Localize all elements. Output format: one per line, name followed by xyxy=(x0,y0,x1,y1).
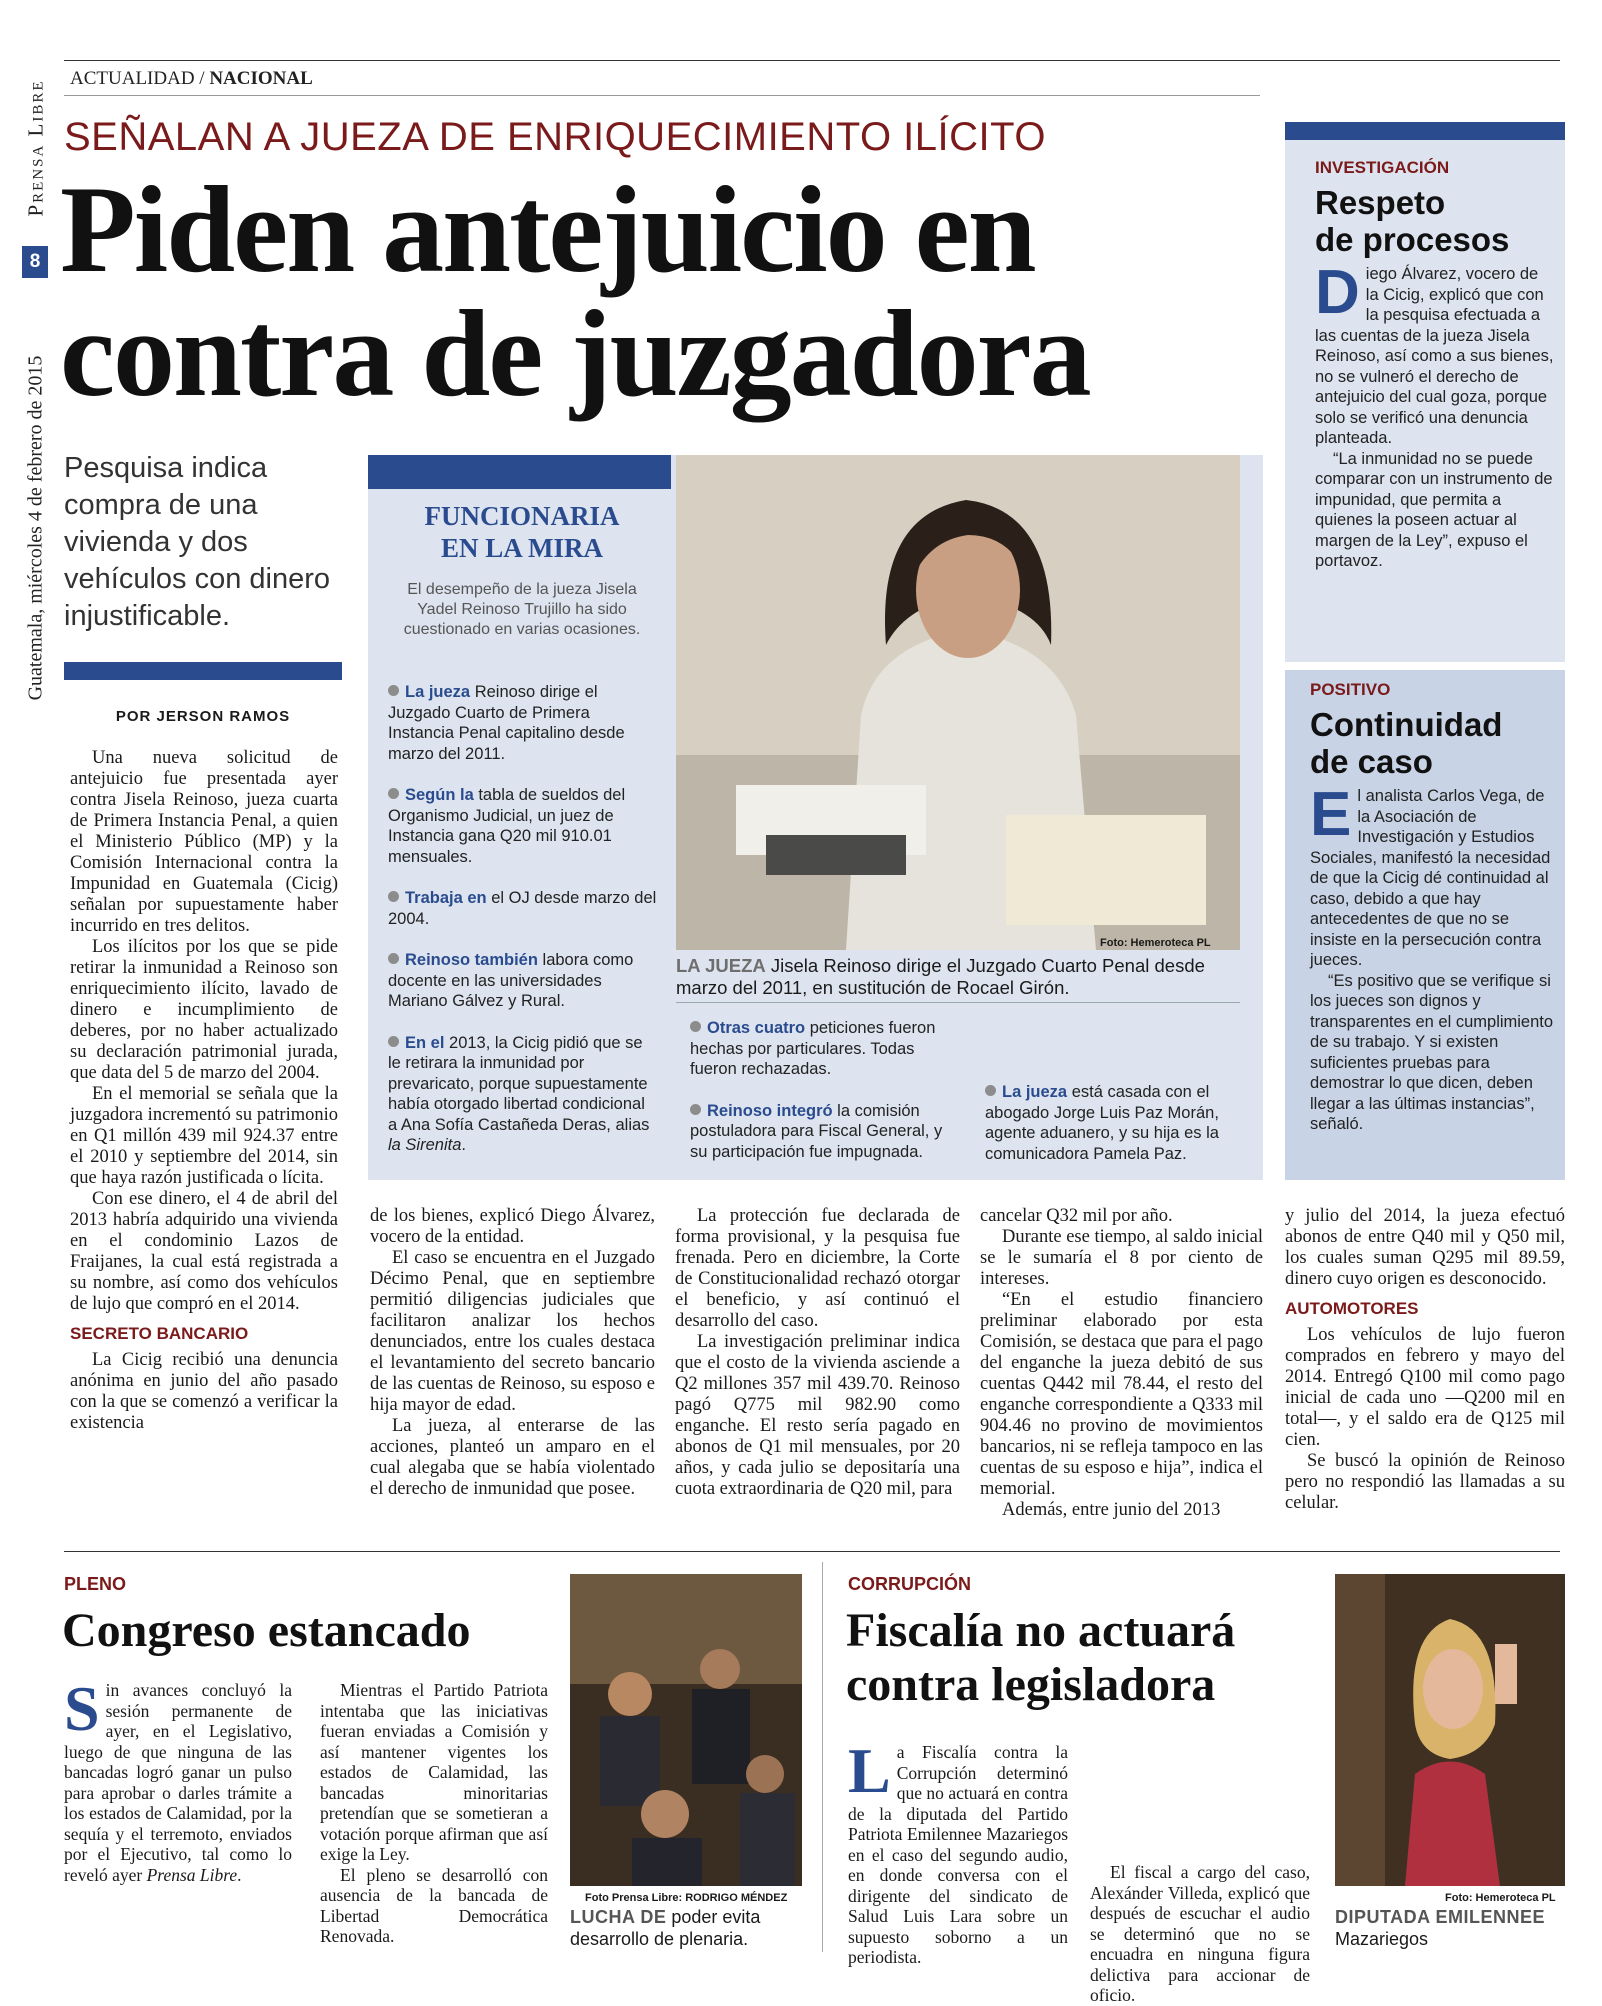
paragraph: cancelar Q32 mil por año. xyxy=(980,1206,1173,1226)
bullet-icon xyxy=(690,1104,701,1115)
photo-credit: Foto Prensa Libre: RODRIGO MÉNDEZ xyxy=(585,1892,788,1904)
bullet-text: Reinoso dirige el Juzgado Cuarto de Primera Instancia Penal capitalino desde marzo del 2011. xyxy=(388,683,625,763)
congress-photo xyxy=(570,1574,802,1886)
bullet-text: tabla de sueldos del Organismo Judicial, un juez de Instancia gana Q20 mil 910.01 mensuales. xyxy=(388,786,626,866)
paragraph: En el memorial se señala que la juzgadora incrementó su patrimonio en Q1 millón 439 mil 924.37 entre el 2010 y septiembre del 2014, sin que haya razón justificada o lícita. xyxy=(70,1084,338,1188)
bullet-icon xyxy=(388,891,399,902)
article-column-4 xyxy=(980,1206,1263,1521)
column-divider xyxy=(822,1562,823,1952)
bullet-text: peticiones fueron hechas por particulares. Todas fueron rechazadas. xyxy=(690,1019,936,1078)
title-line-2: de caso xyxy=(1310,743,1433,780)
bullet-text: labora como docente en las universidades Mariano Gálvez y Rural. xyxy=(388,951,634,1010)
drop-cap: D xyxy=(1315,258,1360,327)
article-deck: Pesquisa indica compra de una vivienda y dos vehículos con dinero injustificable. xyxy=(64,452,330,632)
judge-photo-illustration xyxy=(676,455,1240,950)
investigacion-body xyxy=(1315,258,1555,572)
judge-photo xyxy=(676,455,1240,950)
corrupcion-column-2 xyxy=(1090,1862,1310,2006)
drop-cap: E xyxy=(1310,780,1352,849)
paragraph: Los ilícitos por los que se pide retirar la inmunidad a Reinoso son enriquecimiento ilícito, lavado de dinero e incumplimiento de deberes, por no haber actualizado su declaración patrimonial jurada, que data del 5 de marzo del 2004. xyxy=(70,937,338,1083)
investigacion-title xyxy=(1315,184,1555,258)
photo-caption xyxy=(570,1906,810,1950)
sidebar-title-line-1: FUNCIONARIA xyxy=(424,501,620,531)
photo-caption xyxy=(1335,1906,1565,1950)
list-item xyxy=(985,1082,1240,1164)
investigacion-content xyxy=(1315,158,1555,572)
paragraph: Los vehículos de lujo fueron comprados en febrero y mayo del 2014. Entregó Q100 mil como pago inicial de cada uno —Q200 mil en total—, y el saldo era de Q125 mil cien. xyxy=(1285,1325,1565,1450)
list-item xyxy=(388,1033,658,1156)
positivo-title xyxy=(1310,706,1555,780)
bullet-text: está casada con el abogado Jorge Luis Paz Morán, agente aduanero, y su hija es la comunicadora Pamela Paz. xyxy=(985,1083,1219,1163)
list-item xyxy=(388,785,658,867)
title-line-2: contra legisladora xyxy=(846,1658,1216,1711)
deck-bar xyxy=(64,662,342,680)
paragraph: y julio del 2014, la jueza efectuó abonos de entre Q40 mil y Q50 mil, los cuales suman Q295 mil 89.59, dinero cuyo origen es desconocido. xyxy=(1285,1206,1565,1289)
paragraph: Con ese dinero, el 4 de abril del 2013 habría adquirido una vivienda en el condominio Lazos de Fraijanes, la cual está registrada a su nombre, así como dos vehículos de lujo que compró en el 2014. xyxy=(70,1189,338,1314)
bullet-italic: la Sirenita xyxy=(388,1136,462,1154)
pleno-column-2 xyxy=(320,1680,548,1947)
paragraph: El fiscal a cargo del caso, Alexánder Villeda, explicó que después de escuchar el audio se determinó que no se encuadra en ninguna figura delictiva para accionar de oficio. xyxy=(1090,1862,1310,2005)
publication-name: Prensa Libre xyxy=(23,78,48,217)
paragraph: El caso se encuentra en el Juzgado Décimo Penal, que en septiembre permitió diligencias judiciales que facilitaron analizar los hechos denunciados, entre los cuales destaca el levantamiento del secreto bancario de las cuentas de Reinoso, su esposo e hija mayor de edad. xyxy=(370,1248,655,1415)
paragraph: “Es positivo que se verifique si los jueces son dignos y transparentes en el cumplimiento de su trabajo. Y si existen suficientes pruebas para demostrar lo que dicen, deben llegar a las últimas instancias”, señaló. xyxy=(1310,971,1554,1133)
drop-cap: S xyxy=(64,1673,100,1744)
section-label: ACTUALIDAD / NACIONAL xyxy=(70,68,313,89)
pleno-title: Congreso estancado xyxy=(62,1604,471,1657)
caption-rule xyxy=(676,1002,1240,1003)
caption-lead: DIPUTADA EMILENNEE xyxy=(1335,1907,1546,1927)
photo-credit: Foto: Hemeroteca PL xyxy=(1445,1892,1556,1904)
pleno-column-1 xyxy=(64,1673,292,1885)
paragraph: “La inmunidad no se puede comparar con un instrumento de impunidad, que permita a quienes la poseen actuar al margen de la Ley”, expuso el portavoz. xyxy=(1315,449,1553,570)
byline: POR JERSON RAMOS xyxy=(115,708,291,725)
paragraph-tail: . xyxy=(237,1864,242,1885)
photo-credit: Foto: Hemeroteca PL xyxy=(1100,937,1211,949)
bullet-icon xyxy=(388,788,399,799)
paragraph: El pleno se desarrolló con ausencia de la bancada de Libertad Democrática Renovada. xyxy=(320,1864,548,1946)
sidebar-bullets-right xyxy=(985,1082,1240,1164)
subhead-secreto-bancario: SECRETO BANCARIO xyxy=(70,1324,249,1343)
list-item xyxy=(388,950,658,1012)
sidebar-investigacion-bar xyxy=(1285,122,1565,140)
corrupcion-column-1 xyxy=(848,1735,1068,1968)
corrupcion-kicker: CORRUPCIÓN xyxy=(848,1574,972,1594)
legislator-photo-illustration xyxy=(1335,1574,1565,1886)
list-item xyxy=(388,888,658,929)
caption-text: Jisela Reinoso dirige el Juzgado Cuarto Penal desde marzo del 2011, en sustitución de Rocael Girón. xyxy=(676,955,1205,998)
caption-lead: LUCHA DE xyxy=(570,1907,667,1927)
sidebar-bullets-middle xyxy=(690,1018,955,1162)
caption-lead: LA JUEZA xyxy=(676,955,766,976)
headline-line-2: contra de juzgadora xyxy=(60,285,1090,422)
list-item xyxy=(388,682,658,764)
bullet-lead: Reinoso también xyxy=(405,951,538,969)
legislator-photo xyxy=(1335,1574,1565,1886)
investigacion-kicker: INVESTIGACIÓN xyxy=(1315,158,1450,177)
caption-text: poder evita desarrollo de plenaria. xyxy=(570,1907,761,1949)
bullet-lead: La jueza xyxy=(1002,1083,1068,1101)
bullet-lead: Trabaja en xyxy=(405,889,487,907)
bullet-lead: La jueza xyxy=(405,683,471,701)
section-rule-lower xyxy=(64,95,1260,96)
paragraph-italic: Prensa Libre xyxy=(146,1864,238,1885)
bottom-rule xyxy=(64,1551,1560,1552)
paragraph: Se buscó la opinión de Reinoso pero no respondió las llamadas a su celular. xyxy=(1285,1451,1565,1513)
title-line-1: Respeto xyxy=(1315,184,1446,221)
bullet-lead: Según la xyxy=(405,786,474,804)
caption-text: Mazariegos xyxy=(1335,1929,1429,1949)
list-item xyxy=(690,1018,955,1080)
list-item xyxy=(690,1101,955,1163)
paragraph: Además, entre junio del 2013 xyxy=(1002,1500,1221,1520)
paragraph: La protección fue declarada de forma provisional, y la pesquisa fue frenada. Pero en diciembre, la Corte de Constitucionalidad rechazó otorgar el beneficio, y así continuó el desarrollo del caso. xyxy=(675,1206,960,1331)
paragraph: Durante ese tiempo, al saldo inicial se le sumaría el 8 por ciento de intereses. xyxy=(980,1227,1263,1289)
paragraph: La Cicig recibió una denuncia anónima en junio del año pasado con la que se comenzó a verificar la existencia xyxy=(70,1350,338,1433)
title-line-2: de procesos xyxy=(1315,221,1510,258)
sidebar-description: El desempeño de la jueza Jisela Yadel Reinoso Trujillo ha sido cuestionado en varias ocasiones. xyxy=(403,581,641,638)
article-column-2 xyxy=(370,1206,655,1500)
pleno-kicker: PLENO xyxy=(64,1574,127,1594)
drop-cap: L xyxy=(848,1735,891,1806)
paragraph: in avances concluyó la sesión permanente de ayer, en el Legislativo, luego de que ninguna de las bancadas logró ganar un pulso para aprobar o darles trámite a los estados de Calamidad, por la sequía y el terremoto, enviados por el Ejecutivo, tal como lo reveló ayer xyxy=(64,1680,292,1885)
bullet-icon xyxy=(388,685,399,696)
paragraph: Una nueva solicitud de antejuicio fue presentada ayer contra Jisela Reinoso, jueza cuarta de Primera Instancia Penal, a quien el Ministerio Público (MP) y la Comisión Internacional contra la Impunidad en Guatemala (Cicig) señalan por supuestamente haber incurrido en tres delitos. xyxy=(70,748,338,936)
bullet-text: 2013, la Cicig pidió que se le retirara la inmunidad por prevaricato, porque supuestamente había otorgado libertad condicional a Ana Sofía Castañeda Deras, alias xyxy=(388,1033,650,1134)
paragraph: l analista Carlos Vega, de la Asociación de Investigación y Estudios Sociales, manifestó la necesidad de que la Cicig dé continuidad al caso, debido a que hay antecedentes de que no se insiste en la persecución contra jueces. xyxy=(1310,787,1551,969)
section-rule xyxy=(64,60,1560,61)
bullet-icon xyxy=(985,1085,996,1096)
article-column-1 xyxy=(70,748,338,1434)
title-line-1: Fiscalía no actuará xyxy=(846,1604,1236,1657)
sidebar-title-line-2: EN LA MIRA xyxy=(440,533,603,563)
bullet-lead: Reinoso integró xyxy=(707,1101,833,1120)
bullet-icon xyxy=(388,1036,399,1047)
bullet-icon xyxy=(690,1021,701,1032)
dateline: Guatemala, miércoles 4 de febrero de 2015 xyxy=(24,355,47,700)
paragraph: de los bienes, explicó Diego Álvarez, vocero de la entidad. xyxy=(370,1206,655,1247)
article-column-3 xyxy=(675,1206,960,1500)
paragraph: “En el estudio financiero preliminar elaborado por esta Comisión, se destaca que para el pago del enganche la jueza debitó de sus cuentas Q442 mil 78.44, el resto del enganche correspondiente a Q333 mil 904.46 no provino de movimientos bancarios, ni se refleja tampoco en las cuentas de su esposo e hija”, indica el memorial. xyxy=(980,1290,1263,1499)
bullet-tail: . xyxy=(461,1136,466,1154)
article-kicker: SEÑALAN A JUEZA DE ENRIQUECIMIENTO ILÍCITO xyxy=(64,115,1046,159)
article-column-5 xyxy=(1285,1206,1565,1514)
paragraph: a Fiscalía contra la Corrupción determinó que no actuará en contra de la diputada del Partido Patriota Emilennee Mazariegos en el caso del segundo audio, en donde conversa con el dirigente del sindicato de Salud Luis Lara sobre un supuesto soborno a un periodista. xyxy=(848,1742,1068,1967)
bullet-icon xyxy=(388,953,399,964)
positivo-kicker: POSITIVO xyxy=(1310,680,1391,699)
bullet-lead: En el xyxy=(405,1033,445,1052)
paragraph: iego Álvarez, vocero de la Cicig, explicó que con la pesquisa efectuada a las cuentas de la jueza Jisela Reinoso, así como a sus bienes, no se vulneró el derecho de antejuicio del cual goza, porque solo se verificó una denuncia planteada. xyxy=(1315,265,1554,447)
page-number: 8 xyxy=(22,246,48,278)
title-line-1: Continuidad xyxy=(1310,706,1503,743)
bullet-text: la comisión postuladora para Fiscal General, y su participación fue impugnada. xyxy=(690,1101,943,1161)
positivo-body xyxy=(1310,780,1555,1135)
bullet-text: el OJ desde marzo del 2004. xyxy=(388,889,657,928)
corrupcion-title xyxy=(846,1604,1326,1712)
congress-photo-illustration xyxy=(570,1574,802,1886)
sidebar-title xyxy=(372,500,672,564)
sidebar-bullets-left xyxy=(388,682,658,1156)
photo-caption xyxy=(676,955,1240,999)
headline-line-1: Piden antejuicio en xyxy=(60,161,1035,298)
article-headline xyxy=(60,161,1280,422)
bullet-lead: Otras cuatro xyxy=(707,1019,806,1037)
paragraph: La jueza, al enterarse de las acciones, planteó un amparo en el cual alegaba que se había violentado el derecho de inmunidad que posee. xyxy=(370,1416,655,1499)
paragraph: La investigación preliminar indica que el costo de la vivienda asciende a Q2 millones 357 mil 439.70. Reinoso pagó Q775 mil 982.90 como enganche. El resto sería pagado en abonos de Q1 mil mensuales, por 20 años, y cada julio se depositaría una cuota extraordinaria de Q20 mil, para xyxy=(675,1332,960,1499)
paragraph: Mientras el Partido Patriota intentaba que las iniciativas fueran enviadas a Comisión y así mantener vigentes los estados de Calamidad, las bancadas minoritarias pretendían que se sometieran a votación porque afirman que así exige la Ley. xyxy=(320,1680,548,1864)
subhead-automotores: AUTOMOTORES xyxy=(1285,1299,1419,1318)
sidebar-bar xyxy=(368,455,671,489)
positivo-content xyxy=(1310,680,1555,1135)
